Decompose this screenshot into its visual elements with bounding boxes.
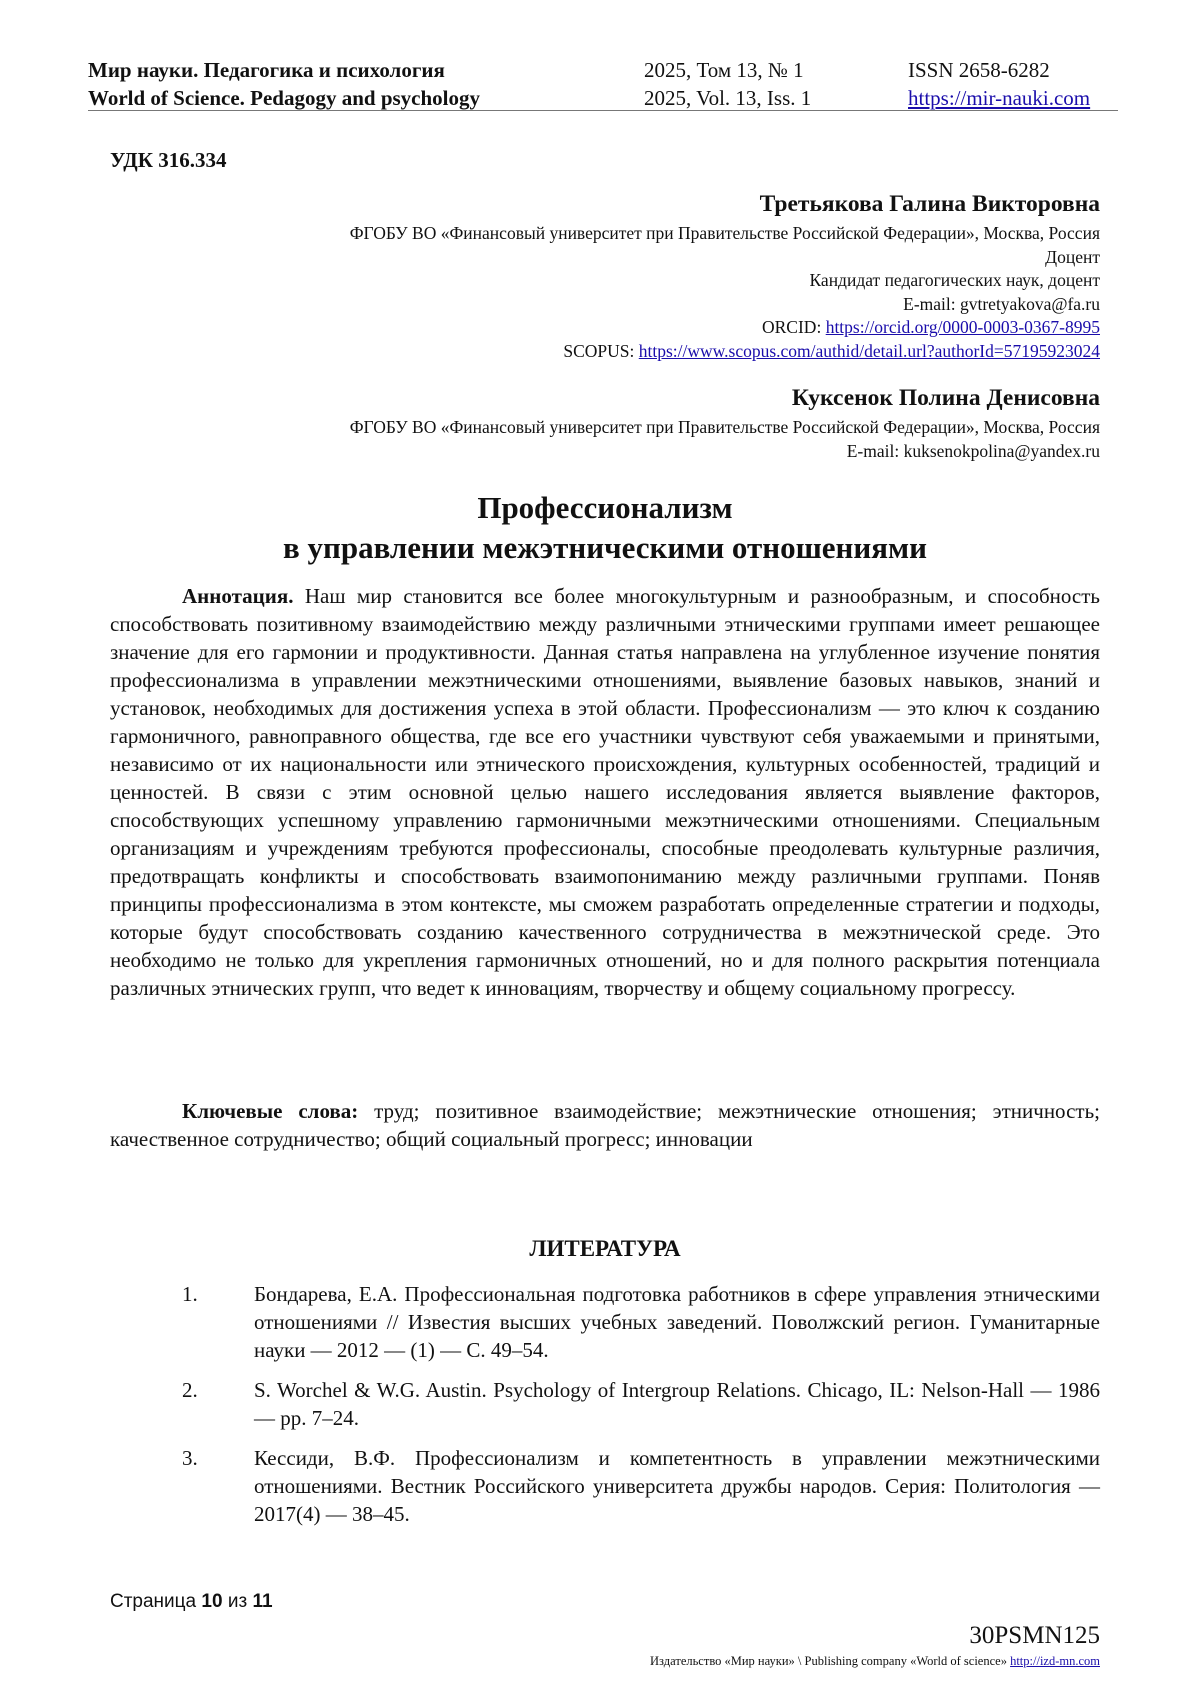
reference-text: Кессиди, В.Ф. Профессионализм и компетентность в управлении межэтническими отношениями. Вестник Российского университета дружбы народов. Серия: Политология — 2017(4) — 38–45.	[254, 1446, 1100, 1526]
author-block-2	[110, 382, 1100, 463]
reference-text: Бондарева, Е.А. Профессиональная подготовка работников в сфере управления этническими отношениями // Известия высших учебных заведений. Поволжский регион. Гуманитарные науки — 2012 — (1) — С. 49–54.	[254, 1282, 1100, 1362]
reference-number: 2.	[182, 1378, 198, 1402]
udk-code: УДК 316.334	[110, 148, 227, 172]
abstract	[110, 582, 1100, 1002]
abstract-label: Аннотация.	[182, 584, 294, 608]
author-orcid	[110, 316, 1100, 340]
reference-item	[110, 1280, 1100, 1364]
article-title	[110, 488, 1100, 568]
author-block-1	[110, 188, 1100, 363]
publisher-line	[650, 1654, 1100, 1669]
orcid-label: ORCID:	[762, 317, 826, 337]
page-total: 11	[252, 1591, 273, 1612]
keywords-label: Ключевые слова:	[182, 1099, 359, 1123]
journal-title-block	[88, 56, 480, 112]
article-title-line-1: Профессионализм	[477, 490, 733, 525]
reference-number: 1.	[182, 1282, 198, 1306]
abstract-text: Наш мир становится все более многокультурным и разнообразным, и способность способствовать позитивному взаимодействию между различными этническими группами имеет решающее значение для его гармонии и продуктивности. Данная статья направлена на углубленное изучение понятия профессионализма в управлении межэтническими отношениями, выявление базовых навыков, знаний и установок, необходимых для достижения успеха в этой области. Профессионализм — это ключ к созданию гармоничного, равноправного общества, где все его участники чувствуют себя уважаемыми и принятыми, независимо от их национальности или этнического происхождения, культурных особенностей, традиций и ценностей. В связи с этим основной целью нашего исследования является выявление факторов, способствующих успешному управлению гармоничными межэтническими отношениями. Специальным организациям и учреждениям требуются профессионалы, способные преодолевать культурные различия, предотвращать конфликты и способствовать взаимопониманию между различными группами. Поняв принципы профессионализма в этом контексте, мы сможем разработать определенные стратегии и подходы, которые будут способствовать созданию качественного сотрудничества в межэтнической среде. Это необходимо не только для укрепления гармоничных отношений, но и для полного раскрытия потенциала различных этнических групп, что ведет к инновациям, творчеству и общему социальному прогрессу.	[110, 584, 1100, 1000]
reference-list	[110, 1280, 1100, 1540]
journal-header	[88, 50, 1118, 111]
article-title-line-2: в управлении межэтническими отношениями	[282, 530, 928, 565]
author-degree: Кандидат педагогических наук, доцент	[809, 270, 1100, 290]
publisher-link[interactable]: http://izd-mn.com	[1010, 1654, 1100, 1668]
author-name: Куксенок Полина Денисовна	[791, 385, 1100, 411]
author-email: E-mail: kuksenokpolina@yandex.ru	[846, 440, 1100, 461]
scopus-label: SCOPUS:	[563, 340, 639, 361]
publisher-text: Издательство «Мир науки» \ Publishing company «World of science»	[650, 1654, 1011, 1668]
page-current: 10	[201, 1591, 223, 1612]
issue-en: 2025, Vol. 13, Iss. 1	[644, 86, 812, 110]
reference-number: 3.	[182, 1446, 198, 1470]
journal-url-link[interactable]: https://mir-nauki.com	[908, 86, 1091, 110]
author-email: E-mail: gvtretyakova@fa.ru	[903, 293, 1100, 314]
issue-block	[644, 56, 811, 112]
reference-item	[110, 1376, 1100, 1432]
reference-item	[110, 1444, 1100, 1528]
page-word: Страница	[110, 1591, 197, 1612]
issn: ISSN 2658-6282	[908, 58, 1050, 82]
scopus-link[interactable]: https://www.scopus.com/authid/detail.url?authorId=57195923024	[638, 340, 1100, 361]
author-affiliation: ФГОБУ ВО «Финансовый университет при Правительстве Российской Федерации», Москва, Россия	[349, 223, 1100, 243]
keywords	[110, 1097, 1100, 1153]
reference-text: S. Worchel & W.G. Austin. Psychology of Intergroup Relations. Chicago, IL: Nelson-Hall — 1986 — pp. 7–24.	[254, 1378, 1100, 1430]
author-affiliation: ФГОБУ ВО «Финансовый университет при Правительстве Российской Федерации», Москва, Россия	[349, 417, 1100, 437]
article-code: 30PSMN125	[969, 1622, 1100, 1649]
journal-title-en: World of Science. Pedagogy and psychology	[88, 86, 481, 110]
orcid-link[interactable]: https://orcid.org/0000-0003-0367-8995	[825, 317, 1100, 337]
page-number	[110, 1591, 273, 1613]
author-position: Доцент	[1045, 246, 1100, 267]
literature-heading: ЛИТЕРАТУРА	[529, 1236, 681, 1261]
page-of: из	[227, 1591, 248, 1612]
author-name: Третьякова Галина Викторовна	[759, 191, 1100, 217]
author-scopus	[110, 340, 1100, 364]
journal-title-ru: Мир науки. Педагогика и психология	[88, 58, 445, 82]
keywords-text: труд; позитивное взаимодействие; межэтнические отношения; этничность; качественное сотрудничество; общий социальный прогресс; инновации	[110, 1099, 1100, 1151]
issn-block	[908, 56, 1090, 112]
issue-ru: 2025, Том 13, № 1	[644, 58, 804, 82]
